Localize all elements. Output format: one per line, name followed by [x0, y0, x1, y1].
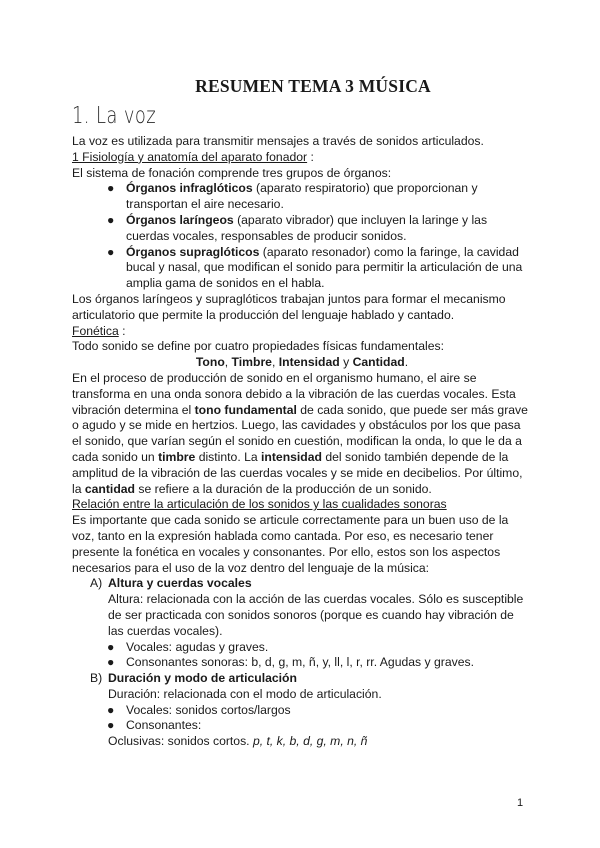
properties-line [72, 355, 532, 371]
bullet-icon: ● [107, 212, 115, 227]
bullet-icon: ● [107, 655, 115, 670]
organ-description: (aparato resonador) como la faringe, la cavidad bucal y nasal, que modifican el sonido para permitir la articulación de una amplia gama de sonidos en el habla. [126, 244, 523, 291]
list-item [72, 213, 532, 245]
subheading-physiology-text: 1 Fisiología y anatomía del aparato fonador [72, 149, 308, 164]
bullet-icon: ● [107, 639, 115, 654]
bullet-icon: ● [107, 244, 115, 259]
list-item-text: Consonantes sonoras: b, d, g, m, ñ, y, ll, l, r, rr. Agudas y graves. [126, 655, 474, 670]
section-b-list [72, 703, 532, 735]
list-item [72, 245, 532, 292]
organs-list [72, 181, 532, 292]
section-b-marker: B) [90, 671, 103, 686]
separator: . [404, 355, 409, 370]
list-item-text: Consonantes: [126, 718, 202, 733]
system-intro: El sistema de fonación comprende tres grupos de órganos: [72, 165, 392, 180]
section-a-list [72, 640, 532, 672]
separator: , [224, 355, 232, 370]
term-intensity: intensidad [261, 449, 322, 464]
properties-intro: Todo sonido se define por cuatro propiedades físicas fundamentales: [72, 339, 444, 354]
organ-description: (aparato vibrador) que incluyen la laringe y las cuerdas vocales, responsables de producir sonidos. [126, 212, 488, 243]
bullet-icon: ● [107, 702, 115, 717]
occlusive-line [72, 734, 532, 750]
document-title: RESUMEN TEMA 3 MÚSICA [195, 76, 431, 96]
property-timbre: Timbre [231, 355, 272, 370]
text-run: distinto. La [195, 449, 262, 464]
occlusive-label: Oclusivas: sonidos cortos. [108, 734, 253, 749]
page-content [72, 76, 532, 750]
organ-name: Órganos infraglóticos [126, 181, 253, 196]
list-item [72, 655, 532, 671]
property-intensity: Intensidad [278, 355, 340, 370]
production-paragraph [72, 371, 532, 497]
occlusive-letters: p, t, k, b, d, g, m, n, ñ [252, 734, 368, 749]
section-a-marker: A) [90, 576, 103, 591]
organ-description: (aparato respiratorio) que proporcionan y transportan el aire necesario. [126, 181, 478, 212]
text-run: se refiere a la duración de la producción de un sonido. [135, 481, 432, 496]
list-item-text: Vocales: agudas y graves. [126, 639, 269, 654]
organ-name: Órganos supraglóticos [126, 244, 260, 259]
list-item [72, 640, 532, 656]
subheading-relation: Relación entre la articulación de los sonidos y las cualidades sonoras [72, 497, 447, 512]
text-run: de cada sonido, que puede ser más grave o agudo y se mide en hertzios. Luego, las cavidades y obstáculos por los que pasa el sonido, que varían según el sonido en cuestión, modifican la onda, lo que le da a cada sonido un [72, 402, 528, 464]
subheading-phonetics-text: Fonética [72, 323, 119, 338]
term-fundamental-tone: tono fundamental [194, 402, 297, 417]
subheading-phonetics-colon: : [118, 323, 126, 338]
subheading-physiology-colon: : [307, 149, 314, 164]
term-quantity: cantidad [84, 481, 135, 496]
section-a-text: Altura: relacionada con la acción de las cuerdas vocales. Sólo es susceptible de ser practicada con sonidos sonoros (porque es cuando hay vibración de las cuerdas vocales). [108, 592, 524, 638]
section-b-text: Duración: relacionada con el modo de articulación. [108, 686, 382, 701]
section-a [72, 576, 532, 592]
subheading-phonetics [72, 324, 532, 340]
bullet-icon: ● [107, 718, 115, 733]
intro-paragraph: La voz es utilizada para transmitir mensajes a través de sonidos articulados. [72, 134, 484, 148]
property-tone: Tono [195, 355, 225, 370]
section-b [72, 671, 532, 687]
section-b-title: Duración y modo de articulación [108, 671, 297, 686]
separator: , [271, 355, 279, 370]
bullet-icon: ● [107, 181, 115, 196]
section-a-title: Altura y cuerdas vocales [108, 576, 252, 591]
list-item [72, 181, 532, 213]
section-heading: 1. La voz [72, 103, 157, 129]
list-item [72, 703, 532, 719]
property-quantity: Cantidad [352, 355, 405, 370]
subheading-physiology [72, 150, 532, 166]
relation-paragraph: Es importante que cada sonido se articule correctamente para un buen uso de la voz, tanto en la expresión hablada como cantada. Por eso, es necesario tener presente la fonética en vocales y consonantes. Por ello, estos son los aspectos necesarios para el uso de la voz dentro del lenguaje de la música: [72, 513, 509, 575]
term-timbre: timbre [158, 449, 196, 464]
page-number: 1 [517, 797, 524, 809]
organ-name: Órganos laríngeos [126, 212, 234, 227]
organs-summary: Los órganos laríngeos y supraglóticos trabajan juntos para formar el mecanismo articulatorio que permite la producción del lenguaje hablado y cantado. [72, 291, 506, 322]
list-item [72, 718, 532, 734]
text-run: En el proceso de producción de sonido en el organismo humano, el aire se transforma en una onda sonora debido a la vibración de las cuerdas vocales. Esta vibración determina el [72, 370, 516, 417]
text-run: del sonido también depende de la amplitud de la vibración de las cuerdas vocales y se mide en decibelios. Por último, la [72, 449, 523, 496]
list-item-text: Vocales: sonidos cortos/largos [126, 702, 291, 717]
separator: y [339, 355, 353, 370]
